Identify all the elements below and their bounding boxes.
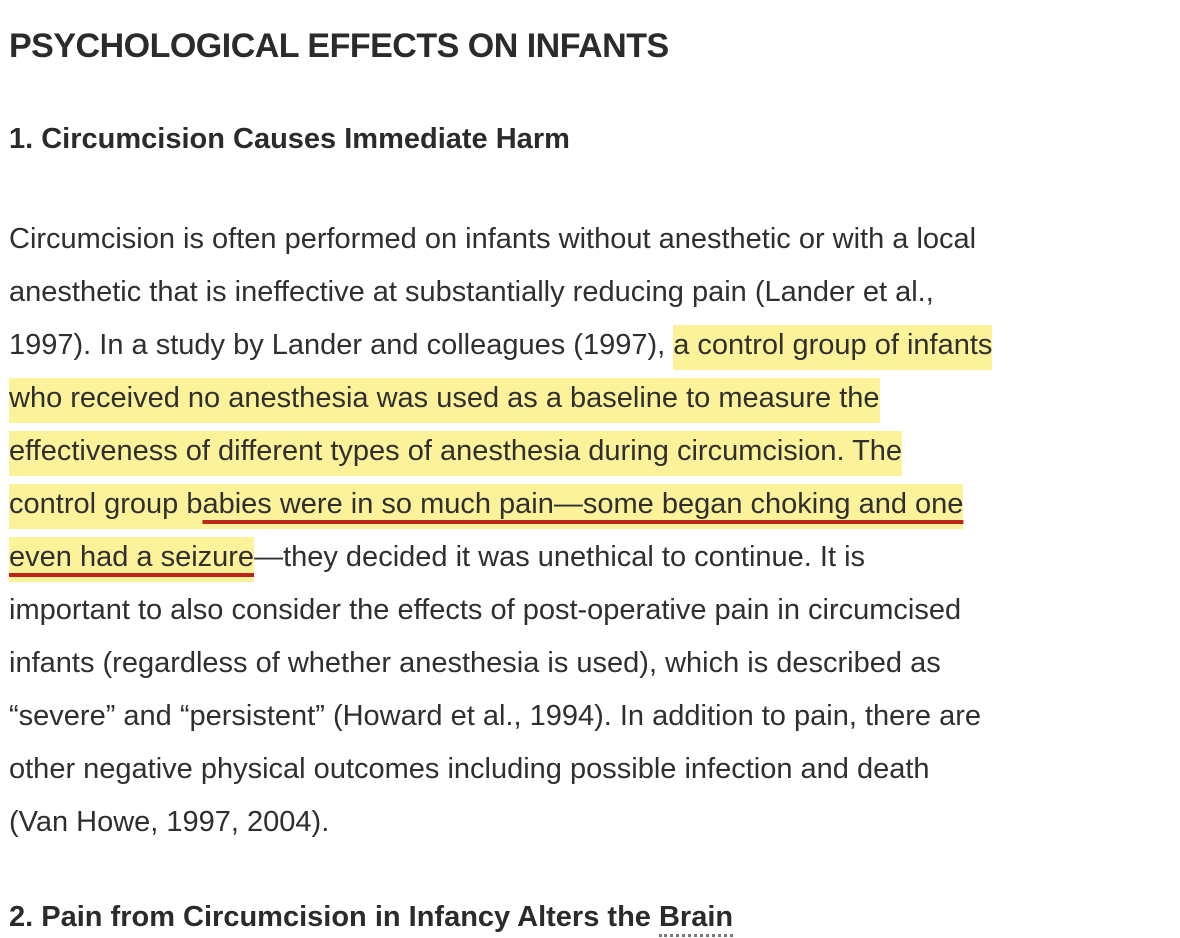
paragraph-line	[9, 538, 865, 576]
paragraph-line	[9, 432, 902, 470]
paragraph-line: other negative physical outcomes including possible infection and death	[9, 753, 930, 785]
highlighted-text: who received no anesthesia was used as a baseline to measure the	[9, 378, 880, 423]
paragraph-line: Circumcision is often performed on infants without anesthetic or with a local	[9, 223, 977, 255]
plain-text: —they decided it was unethical to continue. It is	[254, 541, 866, 573]
brain-link[interactable]: Brain	[659, 901, 733, 937]
highlighted-text: control group b	[9, 484, 202, 529]
paragraph-line: (Van Howe, 1997, 2004).	[9, 806, 330, 838]
paragraph-line	[9, 326, 992, 364]
highlighted-text: a control group of infants	[673, 325, 992, 370]
underlined-highlighted-text: even had a seizure	[9, 537, 254, 582]
plain-text: 1997). In a study by Lander and colleagues (1997),	[9, 329, 674, 361]
section-heading: PSYCHOLOGICAL EFFECTS ON INFANTS	[9, 27, 669, 65]
paragraph-line: “severe” and “persistent” (Howard et al., 1994). In addition to pain, there are	[9, 700, 982, 732]
paragraph-line	[9, 379, 880, 417]
underlined-highlighted-text: abies were in so much pain—some began choking and one	[202, 484, 963, 529]
paragraph-line	[9, 485, 963, 523]
paragraph-line: infants (regardless of whether anesthesia is used), which is described as	[9, 647, 941, 679]
paragraph-line: anesthetic that is ineffective at substantially reducing pain (Lander et al.,	[9, 276, 934, 308]
subsection-title-1: 1. Circumcision Causes Immediate Harm	[9, 123, 570, 155]
subsection-title-2-text: 2. Pain from Circumcision in Infancy Alters the	[9, 901, 659, 933]
paragraph-line: important to also consider the effects of post-operative pain in circumcised	[9, 594, 962, 626]
subsection-title-2	[9, 897, 733, 937]
highlighted-text: effectiveness of different types of anesthesia during circumcision. The	[9, 431, 902, 476]
